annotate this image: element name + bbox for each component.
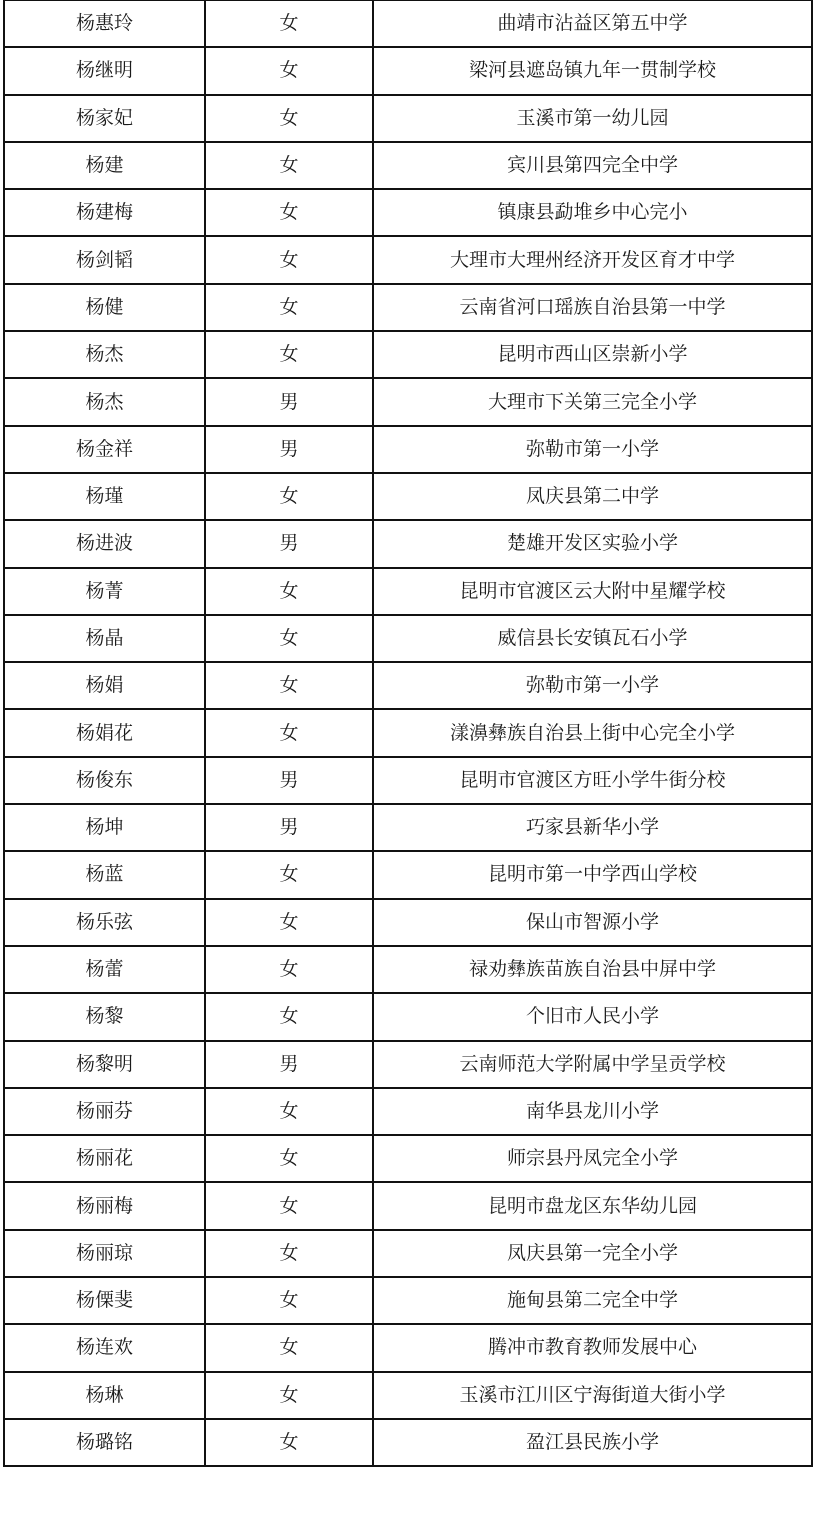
- name-cell: 杨琳: [4, 1372, 205, 1419]
- gender-cell: 女: [205, 851, 373, 898]
- table-row: [4, 757, 812, 804]
- table-row: [4, 851, 812, 898]
- name-cell: 杨剑韬: [4, 236, 205, 283]
- gender-cell: 女: [205, 993, 373, 1040]
- gender-cell: 女: [205, 1182, 373, 1229]
- document-page: [3, 0, 811, 1530]
- name-cell: 杨俊东: [4, 757, 205, 804]
- gender-cell: 女: [205, 1088, 373, 1135]
- name-cell: 杨建: [4, 142, 205, 189]
- name-cell: 杨黎: [4, 993, 205, 1040]
- name-cell: 杨健: [4, 284, 205, 331]
- name-cell: 杨晶: [4, 615, 205, 662]
- gender-cell: 女: [205, 189, 373, 236]
- school-cell: 昆明市盘龙区东华幼儿园: [373, 1182, 812, 1229]
- name-cell: 杨蓝: [4, 851, 205, 898]
- name-cell: 杨乐弦: [4, 899, 205, 946]
- table-row: [4, 378, 812, 425]
- gender-cell: 女: [205, 284, 373, 331]
- name-cell: 杨璐铭: [4, 1419, 205, 1466]
- table-row: [4, 1230, 812, 1277]
- school-cell: 昆明市官渡区云大附中星耀学校: [373, 568, 812, 615]
- table-row: [4, 95, 812, 142]
- school-cell: 漾濞彝族自治县上街中心完全小学: [373, 709, 812, 756]
- school-cell: 昆明市西山区崇新小学: [373, 331, 812, 378]
- school-cell: 镇康县勐堆乡中心完小: [373, 189, 812, 236]
- table-row: [4, 946, 812, 993]
- name-cell: 杨傈斐: [4, 1277, 205, 1324]
- gender-cell: 男: [205, 757, 373, 804]
- name-cell: 杨菁: [4, 568, 205, 615]
- name-cell: 杨杰: [4, 331, 205, 378]
- school-cell: 凤庆县第二中学: [373, 473, 812, 520]
- table-row: [4, 1182, 812, 1229]
- roster-table-body: [4, 1, 812, 1467]
- table-row: [4, 1135, 812, 1182]
- gender-cell: 女: [205, 1230, 373, 1277]
- name-cell: 杨黎明: [4, 1041, 205, 1088]
- gender-cell: 女: [205, 1135, 373, 1182]
- school-cell: 弥勒市第一小学: [373, 662, 812, 709]
- gender-cell: 女: [205, 95, 373, 142]
- school-cell: 梁河县遮岛镇九年一贯制学校: [373, 47, 812, 94]
- name-cell: 杨丽琼: [4, 1230, 205, 1277]
- name-cell: 杨家妃: [4, 95, 205, 142]
- table-row: [4, 520, 812, 567]
- name-cell: 杨金祥: [4, 426, 205, 473]
- school-cell: 南华县龙川小学: [373, 1088, 812, 1135]
- name-cell: 杨丽梅: [4, 1182, 205, 1229]
- gender-cell: 女: [205, 709, 373, 756]
- gender-cell: 男: [205, 426, 373, 473]
- school-cell: 施甸县第二完全中学: [373, 1277, 812, 1324]
- table-row: [4, 1041, 812, 1088]
- gender-cell: 女: [205, 236, 373, 283]
- school-cell: 楚雄开发区实验小学: [373, 520, 812, 567]
- table-row: [4, 47, 812, 94]
- gender-cell: 男: [205, 804, 373, 851]
- gender-cell: 女: [205, 1324, 373, 1371]
- school-cell: 玉溪市第一幼儿园: [373, 95, 812, 142]
- table-row: [4, 1324, 812, 1371]
- gender-cell: 女: [205, 899, 373, 946]
- gender-cell: 女: [205, 473, 373, 520]
- gender-cell: 女: [205, 568, 373, 615]
- gender-cell: 女: [205, 1419, 373, 1466]
- school-cell: 云南省河口瑶族自治县第一中学: [373, 284, 812, 331]
- table-row: [4, 189, 812, 236]
- school-cell: 曲靖市沾益区第五中学: [373, 1, 812, 48]
- gender-cell: 女: [205, 662, 373, 709]
- school-cell: 师宗县丹凤完全小学: [373, 1135, 812, 1182]
- school-cell: 个旧市人民小学: [373, 993, 812, 1040]
- school-cell: 宾川县第四完全中学: [373, 142, 812, 189]
- table-row: [4, 331, 812, 378]
- name-cell: 杨杰: [4, 378, 205, 425]
- gender-cell: 女: [205, 331, 373, 378]
- name-cell: 杨丽花: [4, 1135, 205, 1182]
- school-cell: 巧家县新华小学: [373, 804, 812, 851]
- table-row: [4, 804, 812, 851]
- gender-cell: 女: [205, 1277, 373, 1324]
- table-row: [4, 1419, 812, 1466]
- table-row: [4, 615, 812, 662]
- gender-cell: 女: [205, 47, 373, 94]
- name-cell: 杨瑾: [4, 473, 205, 520]
- gender-cell: 女: [205, 946, 373, 993]
- gender-cell: 男: [205, 1041, 373, 1088]
- name-cell: 杨惠玲: [4, 1, 205, 48]
- school-cell: 弥勒市第一小学: [373, 426, 812, 473]
- school-cell: 玉溪市江川区宁海街道大街小学: [373, 1372, 812, 1419]
- table-row: [4, 236, 812, 283]
- table-row: [4, 662, 812, 709]
- school-cell: 盈江县民族小学: [373, 1419, 812, 1466]
- school-cell: 腾冲市教育教师发展中心: [373, 1324, 812, 1371]
- school-cell: 禄劝彝族苗族自治县中屏中学: [373, 946, 812, 993]
- school-cell: 保山市智源小学: [373, 899, 812, 946]
- school-cell: 昆明市第一中学西山学校: [373, 851, 812, 898]
- name-cell: 杨娟花: [4, 709, 205, 756]
- name-cell: 杨连欢: [4, 1324, 205, 1371]
- gender-cell: 女: [205, 1372, 373, 1419]
- table-row: [4, 284, 812, 331]
- gender-cell: 女: [205, 615, 373, 662]
- name-cell: 杨蕾: [4, 946, 205, 993]
- name-cell: 杨进波: [4, 520, 205, 567]
- name-cell: 杨丽芬: [4, 1088, 205, 1135]
- table-row: [4, 1088, 812, 1135]
- name-cell: 杨继明: [4, 47, 205, 94]
- name-cell: 杨坤: [4, 804, 205, 851]
- school-cell: 大理市下关第三完全小学: [373, 378, 812, 425]
- table-row: [4, 1277, 812, 1324]
- table-row: [4, 709, 812, 756]
- name-cell: 杨娟: [4, 662, 205, 709]
- school-cell: 凤庆县第一完全小学: [373, 1230, 812, 1277]
- gender-cell: 男: [205, 520, 373, 567]
- table-row: [4, 142, 812, 189]
- school-cell: 昆明市官渡区方旺小学牛街分校: [373, 757, 812, 804]
- name-cell: 杨建梅: [4, 189, 205, 236]
- table-row: [4, 426, 812, 473]
- gender-cell: 女: [205, 142, 373, 189]
- table-row: [4, 568, 812, 615]
- table-row: [4, 899, 812, 946]
- school-cell: 大理市大理州经济开发区育才中学: [373, 236, 812, 283]
- table-row: [4, 473, 812, 520]
- roster-table: [3, 0, 813, 1467]
- table-row: [4, 1, 812, 48]
- school-cell: 云南师范大学附属中学呈贡学校: [373, 1041, 812, 1088]
- table-row: [4, 993, 812, 1040]
- table-row: [4, 1372, 812, 1419]
- gender-cell: 女: [205, 1, 373, 48]
- gender-cell: 男: [205, 378, 373, 425]
- school-cell: 威信县长安镇瓦石小学: [373, 615, 812, 662]
